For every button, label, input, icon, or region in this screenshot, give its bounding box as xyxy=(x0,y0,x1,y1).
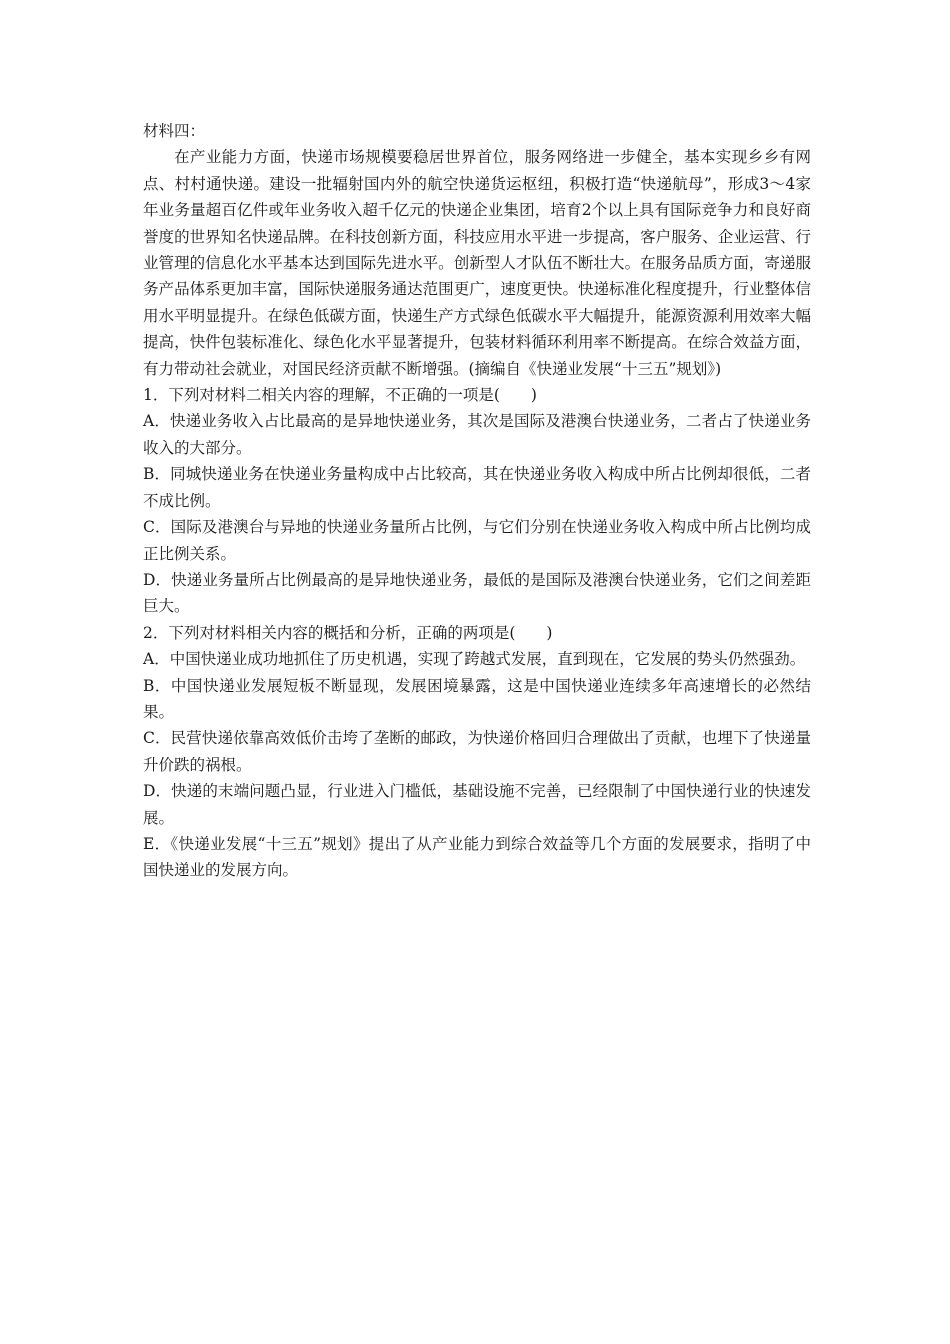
question-2-option-d: D．快递的末端问题凸显，行业进入门槛低，基础设施不完善，已经限制了中国快递行业的快速发展。 xyxy=(143,782,811,827)
question-1-option-d: D．快递业务量所占比例最高的是异地快递业务，最低的是国际及港澳台快递业务，它们之间差距巨大。 xyxy=(143,570,811,616)
material-body: 在产业能力方面，快递市场规模要稳居世界首位，服务网络进一步健全，基本实现乡乡有网点、村村通快递。建设一批辐射国内外的航空快递货运枢纽，积极打造“快递航母”，形成3～4家年业务量超百亿件或年业务收入超千亿元的快递企业集团，培育2个以上具有国际竞争力和良好商誉度的世界知名快递品牌。在科技创新方面，科技应用水平进一步提高，客户服务、企业运营、行业管理的信息化水平基本达到国际先进水平。创新型人才队伍不断壮大。在服务品质方面，寄递服务产品体系更加丰富，国际快递服务通达范围更广，速度更快。快递标准化程度提升，行业整体信用水平明显提升。在绿色低碳方面，快递生产方式绿色低碳水平大幅提升，能源资源利用效率大幅提高，快件包装标准化、绿色化水平显著提升，包装材料循环利用率不断提高。在综合效益方面，有力带动社会就业，对国民经济贡献不断增强。(摘编自《快递业发展“十三五”规划》) xyxy=(143,148,811,378)
question-2-stem: 2．下列对材料相关内容的概括和分析，正确的两项是( ) xyxy=(143,623,553,642)
question-2-option-e: E．《快递业发展“十三五”规划》提出了从产业能力到综合效益等几个方面的发展要求，指明了中国快递业的发展方向。 xyxy=(143,834,811,880)
question-1-option-c: C．国际及港澳台与异地的快递业务量所占比例，与它们分别在快递业务收入构成中所占比例均成正比例关系。 xyxy=(143,518,811,563)
question-1-stem: 1．下列对材料二相关内容的理解，不正确的一项是( ) xyxy=(143,386,537,405)
question-1-option-b: B．同城快递业务在快递业务量构成中占比较高，其在快递业务收入构成中所占比例却很低，二者不成比例。 xyxy=(143,465,811,510)
question-2-option-c: C．民营快递依靠高效低价击垮了垄断的邮政，为快递价格回归合理做出了贡献，也埋下了快递量升价跌的祸根。 xyxy=(143,729,811,774)
question-1-option-a: A．快递业务收入占比最高的是异地快递业务，其次是国际及港澳台快递业务，二者占了快递业务收入的大部分。 xyxy=(143,412,811,457)
question-2-option-b: B．中国快递业发展短板不断显现，发展困境暴露，这是中国快递业连续多年高速增长的必然结果。 xyxy=(143,676,811,721)
question-2-option-a: A．中国快递业成功地抓住了历史机遇，实现了跨越式发展，直到现在，它发展的势头仍然强劲。 xyxy=(143,650,806,669)
material-heading: 材料四： xyxy=(143,122,206,140)
document-page xyxy=(143,118,811,884)
